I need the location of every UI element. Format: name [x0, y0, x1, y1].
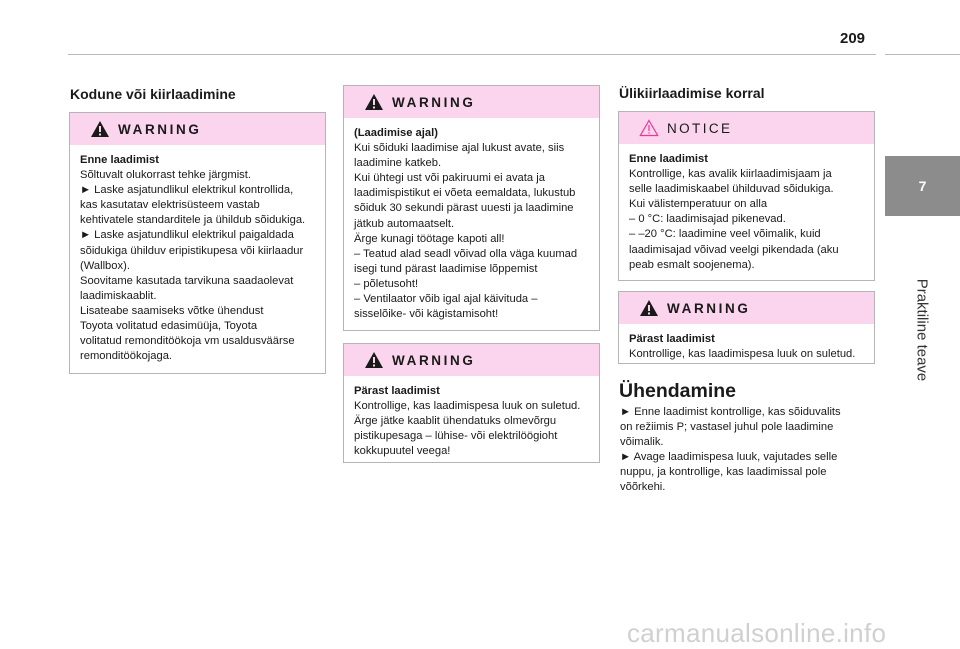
warning-line: isegi tund pärast laadimise lõppemist	[354, 262, 538, 275]
warning-line: ► Laske asjatundlikul elektrikul paigaldada	[80, 229, 294, 242]
instruction-line: ► Enne laadimist kontrollige, kas sõiduvalits	[620, 406, 841, 418]
warning-line: laadimine katkeb.	[354, 157, 442, 170]
warning-line: laadimispistikut ei võeta eemaldata, lukustub	[354, 187, 576, 200]
notice-box-body	[619, 144, 874, 281]
notice-line: selle laadimiskaabel ühilduvad sõidukiga.	[629, 183, 834, 196]
warning-line: laadimiskaablit.	[80, 289, 157, 302]
warning-title: (Laadimise ajal)	[354, 127, 438, 139]
warning-label: WARNING	[667, 301, 751, 316]
warning-line: Ärge jätke kaablit ühendatuks olmevõrgu	[354, 415, 557, 428]
tab-divider	[885, 54, 960, 55]
warning-line: Kontrollige, kas laadimispesa luuk on suletud.	[629, 348, 856, 361]
warning-line: kehtivatele standarditele ja ühildub sõidukiga.	[80, 214, 306, 227]
warning-triangle-icon	[364, 93, 384, 111]
warning-box-body	[344, 376, 599, 467]
warning-line: – Ventilaator võib igal ajal käivituda –	[354, 293, 538, 306]
warning-box-body	[344, 118, 599, 330]
warning-triangle-icon	[90, 120, 110, 138]
warning-line: kas kasutatav elektrisüsteem vastab	[80, 199, 260, 212]
warning-box-after-charging	[343, 343, 600, 463]
warning-title: Enne laadimist	[80, 154, 159, 166]
warning-line: jätkub automaatselt.	[354, 217, 455, 230]
notice-line: laadimisajad võivad veelgi pikendada (aku	[629, 243, 839, 256]
watermark: carmanualsonline.info	[627, 618, 887, 648]
instruction-line: nuppu, ja kontrollige, kas laadimissal pole	[620, 466, 827, 479]
warning-line: kokkupuutel veega!	[354, 445, 451, 458]
warning-box-body	[70, 145, 325, 372]
warning-line: (Wallbox).	[80, 259, 130, 272]
warning-label: WARNING	[392, 95, 476, 110]
notice-line: peab esmalt soojenema).	[629, 258, 755, 271]
connecting-instructions	[620, 405, 841, 496]
warning-line: Kui sõiduki laadimise ajal lukust avate, siis	[354, 142, 565, 155]
warning-label: WARNING	[392, 353, 476, 368]
warning-line: Kui ühtegi ust või pakiruumi ei avata ja	[354, 172, 545, 185]
notice-title: Enne laadimist	[629, 153, 708, 165]
notice-line: Kontrollige, kas avalik kiirlaadimisjaam ja	[629, 168, 832, 181]
warning-box-during-charging	[343, 85, 600, 331]
notice-line: – –20 °C: laadimine veel võimalik, kuid	[629, 228, 821, 241]
warning-line: volitatud remonditöökoja vm usaldusväärse	[80, 335, 295, 348]
warning-box-before-charging	[69, 112, 326, 374]
warning-title: Pärast laadimist	[629, 333, 715, 345]
page-number: 209	[840, 30, 866, 47]
section-heading-connecting: Ühendamine	[619, 380, 737, 402]
notice-triangle-icon	[639, 119, 659, 137]
warning-line: Ärge kunagi töötage kapoti all!	[354, 232, 505, 245]
warning-label: WARNING	[118, 122, 202, 137]
section-heading-home-charging: Kodune või kiirlaadimine	[70, 86, 236, 102]
warning-box-header	[344, 344, 599, 376]
warning-box-body	[619, 324, 874, 370]
notice-box-header	[619, 112, 874, 144]
warning-box-header	[619, 292, 874, 324]
notice-box-before-charging	[618, 111, 875, 281]
instruction-line: on režiimis P; vastasel juhul pole laadimine	[620, 421, 834, 434]
warning-line: sõidukiga ühilduv eripistikupesa või kiirlaadur	[80, 244, 304, 257]
instruction-line: võõrkehi.	[620, 481, 666, 494]
instruction-line: ► Avage laadimispesa luuk, vajutades selle	[620, 451, 838, 464]
warning-line: remonditöökojaga.	[80, 350, 173, 363]
notice-label: NOTICE	[667, 121, 733, 136]
warning-line: Soovitame kasutada tarvikuna saadaolevat	[80, 274, 294, 287]
warning-line: ► Laske asjatundlikul elektrikul kontrollida,	[80, 184, 294, 197]
warning-line: Toyota volitatud edasimüüja, Toyota	[80, 320, 258, 333]
notice-line: – 0 °C: laadimisajad pikenevad.	[629, 213, 786, 226]
warning-line: – põletusoht!	[354, 277, 419, 290]
warning-line: sõiduk 30 sekundi pärast uuesti ja laadimine	[354, 202, 574, 215]
warning-line: Kontrollige, kas laadimispesa luuk on suletud.	[354, 400, 581, 413]
notice-line: Kui välistemperatuur on alla	[629, 198, 768, 211]
warning-box-header	[70, 113, 325, 145]
warning-triangle-icon	[364, 351, 384, 369]
chapter-title: Praktiline teave	[913, 278, 931, 382]
section-heading-ultra-fast: Ülikiirlaadimise korral	[619, 85, 765, 101]
warning-line: sisselõike- või kägistamisoht!	[354, 308, 499, 321]
top-divider	[68, 54, 876, 55]
warning-line: pistikupesaga – lühise- või elektrilöögioht	[354, 430, 558, 443]
warning-line: – Teatud alad seadl võivad olla väga kuumad	[354, 247, 578, 260]
chapter-tab[interactable]: 7	[885, 156, 960, 216]
instruction-line: võimalik.	[620, 436, 664, 449]
warning-title: Pärast laadimist	[354, 385, 440, 397]
warning-line: Lisateabe saamiseks võtke ühendust	[80, 304, 264, 317]
warning-triangle-icon	[639, 299, 659, 317]
warning-box-after-fast-charging	[618, 291, 875, 364]
warning-box-header	[344, 86, 599, 118]
warning-line: Sõltuvalt olukorrast tehke järgmist.	[80, 169, 251, 182]
